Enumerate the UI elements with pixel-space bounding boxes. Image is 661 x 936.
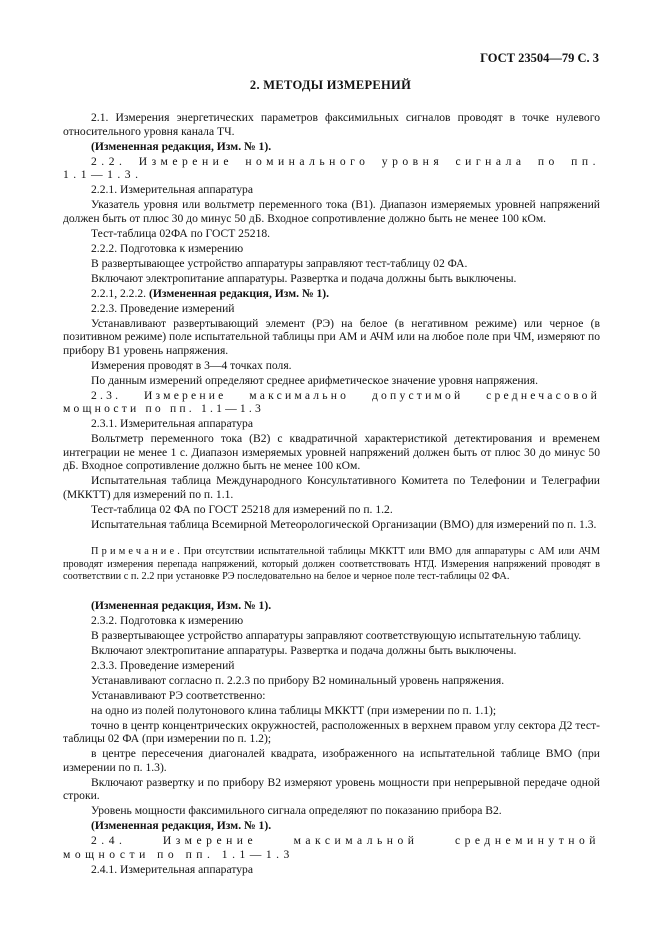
paragraph: Устанавливают РЭ соответственно: xyxy=(91,688,266,702)
paragraph: Тест-таблица 02 ФА по ГОСТ 25218 для измерений по п. 1.2. xyxy=(91,502,393,516)
paragraph: Тест-таблица 02ФА по ГОСТ 25218. xyxy=(91,226,271,240)
paragraph: В развертывающее устройство аппаратуры заправляют соответствующую испытательную таблицу. xyxy=(91,628,582,642)
amendment-note: (Измененная редакция, Изм. № 1). xyxy=(91,139,272,153)
paragraph: 2.1. Измерения энергетических параметров факсимильных сигналов проводят в точке нулевого относительного уровня канала ТЧ. xyxy=(63,111,600,138)
paragraph: Устанавливают развертывающий элемент (РЭ) на белое (в негативном режиме) или черное (в позитивном режиме) поле испытательной таблицы при АМ и АЧМ или на любое поле при ЧМ, измеряют по прибору В1 уровень напряжения. xyxy=(63,316,600,357)
clause-ref: 2.2.1, 2.2.2. xyxy=(91,286,149,300)
note-label: Примечание xyxy=(91,546,178,557)
paragraph: в центре пересечения диагоналей квадрата, изображенного на испытательной таблице ВМО (при измерении по п. 1.3). xyxy=(63,747,600,774)
paragraph: Устанавливают согласно п. 2.2.3 по прибору В2 номинальный уровень напряжения. xyxy=(91,673,505,687)
note-text: . При отсутствии испытательной таблицы МККТТ или ВМО для аппаратуры с АМ или АЧМ проводят измерения перепада напряжений, который должен соответствовать НТД. Измерения напряжений проводят в соответствии с п. 2.2 при установке РЭ последовательно на белое и черное поле тест-таблицы 02 ФА. xyxy=(63,546,600,582)
amendment-note: (Измененная редакция, Изм. № 1). xyxy=(91,598,272,612)
paragraph: 2.2.2. Подготовка к измерению xyxy=(91,241,244,255)
paragraph: Включают развертку и по прибору В2 измеряют уровень мощности при непрерывной передаче одной строки. xyxy=(63,775,600,802)
paragraph: Вольтметр переменного тока (В2) с квадратичной характеристикой детектирования и временем интеграции не менее 1 с. Диапазон измеряемых уровней напряжений должен быть от плюс 30 до минус 50 дБ. Входное сопротивление должно быть не менее 100 кОм. xyxy=(63,432,600,472)
paragraph: Включают электропитание аппаратуры. Развертка и подача должны быть выключены. xyxy=(91,643,517,657)
paragraph: 2.3.2. Подготовка к измерению xyxy=(91,613,244,627)
paragraph: Указатель уровня или вольтметр переменного тока (В1). Диапазон измеряемых уровней напряжений должен быть от плюс 30 до минус 50 дБ. Входное сопротивление должно быть не менее 100 кОм. xyxy=(63,198,600,225)
paragraph: 2.3.1. Измерительная аппаратура xyxy=(91,417,253,430)
paragraph: точно в центр концентрических окружностей, расположенных в верхнем правом углу сектора Д2 тест-таблицы 02 ФА (при измерении по п. 1.2); xyxy=(63,718,600,745)
paragraph: Испытательная таблица Международного Консультативного Комитета по Телефонии и Телеграфии (МККТТ) для измерений по п. 1.1. xyxy=(63,474,600,501)
paragraph: на одно из полей полутонового клина таблицы МККТТ (при измерении по п. 1.1); xyxy=(91,703,497,717)
paragraph: 2.3.3. Проведение измерений xyxy=(91,658,235,672)
paragraph: Включают электропитание аппаратуры. Развертка и подача должны быть выключены. xyxy=(91,271,517,285)
paragraph: 2.2.3. Проведение измерений xyxy=(91,301,235,315)
running-header: ГОСТ 23504—79 С. 3 xyxy=(480,51,599,65)
paragraph: Измерения проводят в 3—4 точках поля. xyxy=(91,358,292,372)
paragraph: Уровень мощности факсимильного сигнала определяют по показанию прибора В2. xyxy=(91,804,502,817)
paragraph: По данным измерений определяют среднее арифметическое значение уровня напряжения. xyxy=(91,373,538,387)
paragraph: 2.2.1. Измерительная аппаратура xyxy=(91,183,253,196)
paragraph: В развертывающее устройство аппаратуры заправляют тест-таблицу 02 ФА. xyxy=(91,256,468,270)
note-paragraph xyxy=(63,546,600,584)
subsection-heading: 2.2. Измерение номинального уровня сигнала по пп. 1.1—1.3. xyxy=(63,154,600,181)
document-body xyxy=(63,111,600,878)
subsection-heading: 2.4. Измерение максимальной среднеминутной мощности по пп. 1.1—1.3 xyxy=(63,834,600,861)
subsection-heading: 2.3. Измерение максимально допустимой среднечасовой мощности по пп. 1.1—1.3 xyxy=(63,388,600,415)
paragraph: 2.4.1. Измерительная аппаратура xyxy=(91,862,253,876)
amendment-note: (Измененная редакция, Изм. № 1). xyxy=(148,286,330,300)
amendment-note: (Измененная редакция, Изм. № 1). xyxy=(91,819,272,832)
section-title: 2. МЕТОДЫ ИЗМЕРЕНИЙ xyxy=(249,78,412,92)
paragraph: Испытательная таблица Всемирной Метеорологической Организации (ВМО) для измерений по п. 1.3. xyxy=(91,517,597,531)
paragraph xyxy=(63,287,600,301)
